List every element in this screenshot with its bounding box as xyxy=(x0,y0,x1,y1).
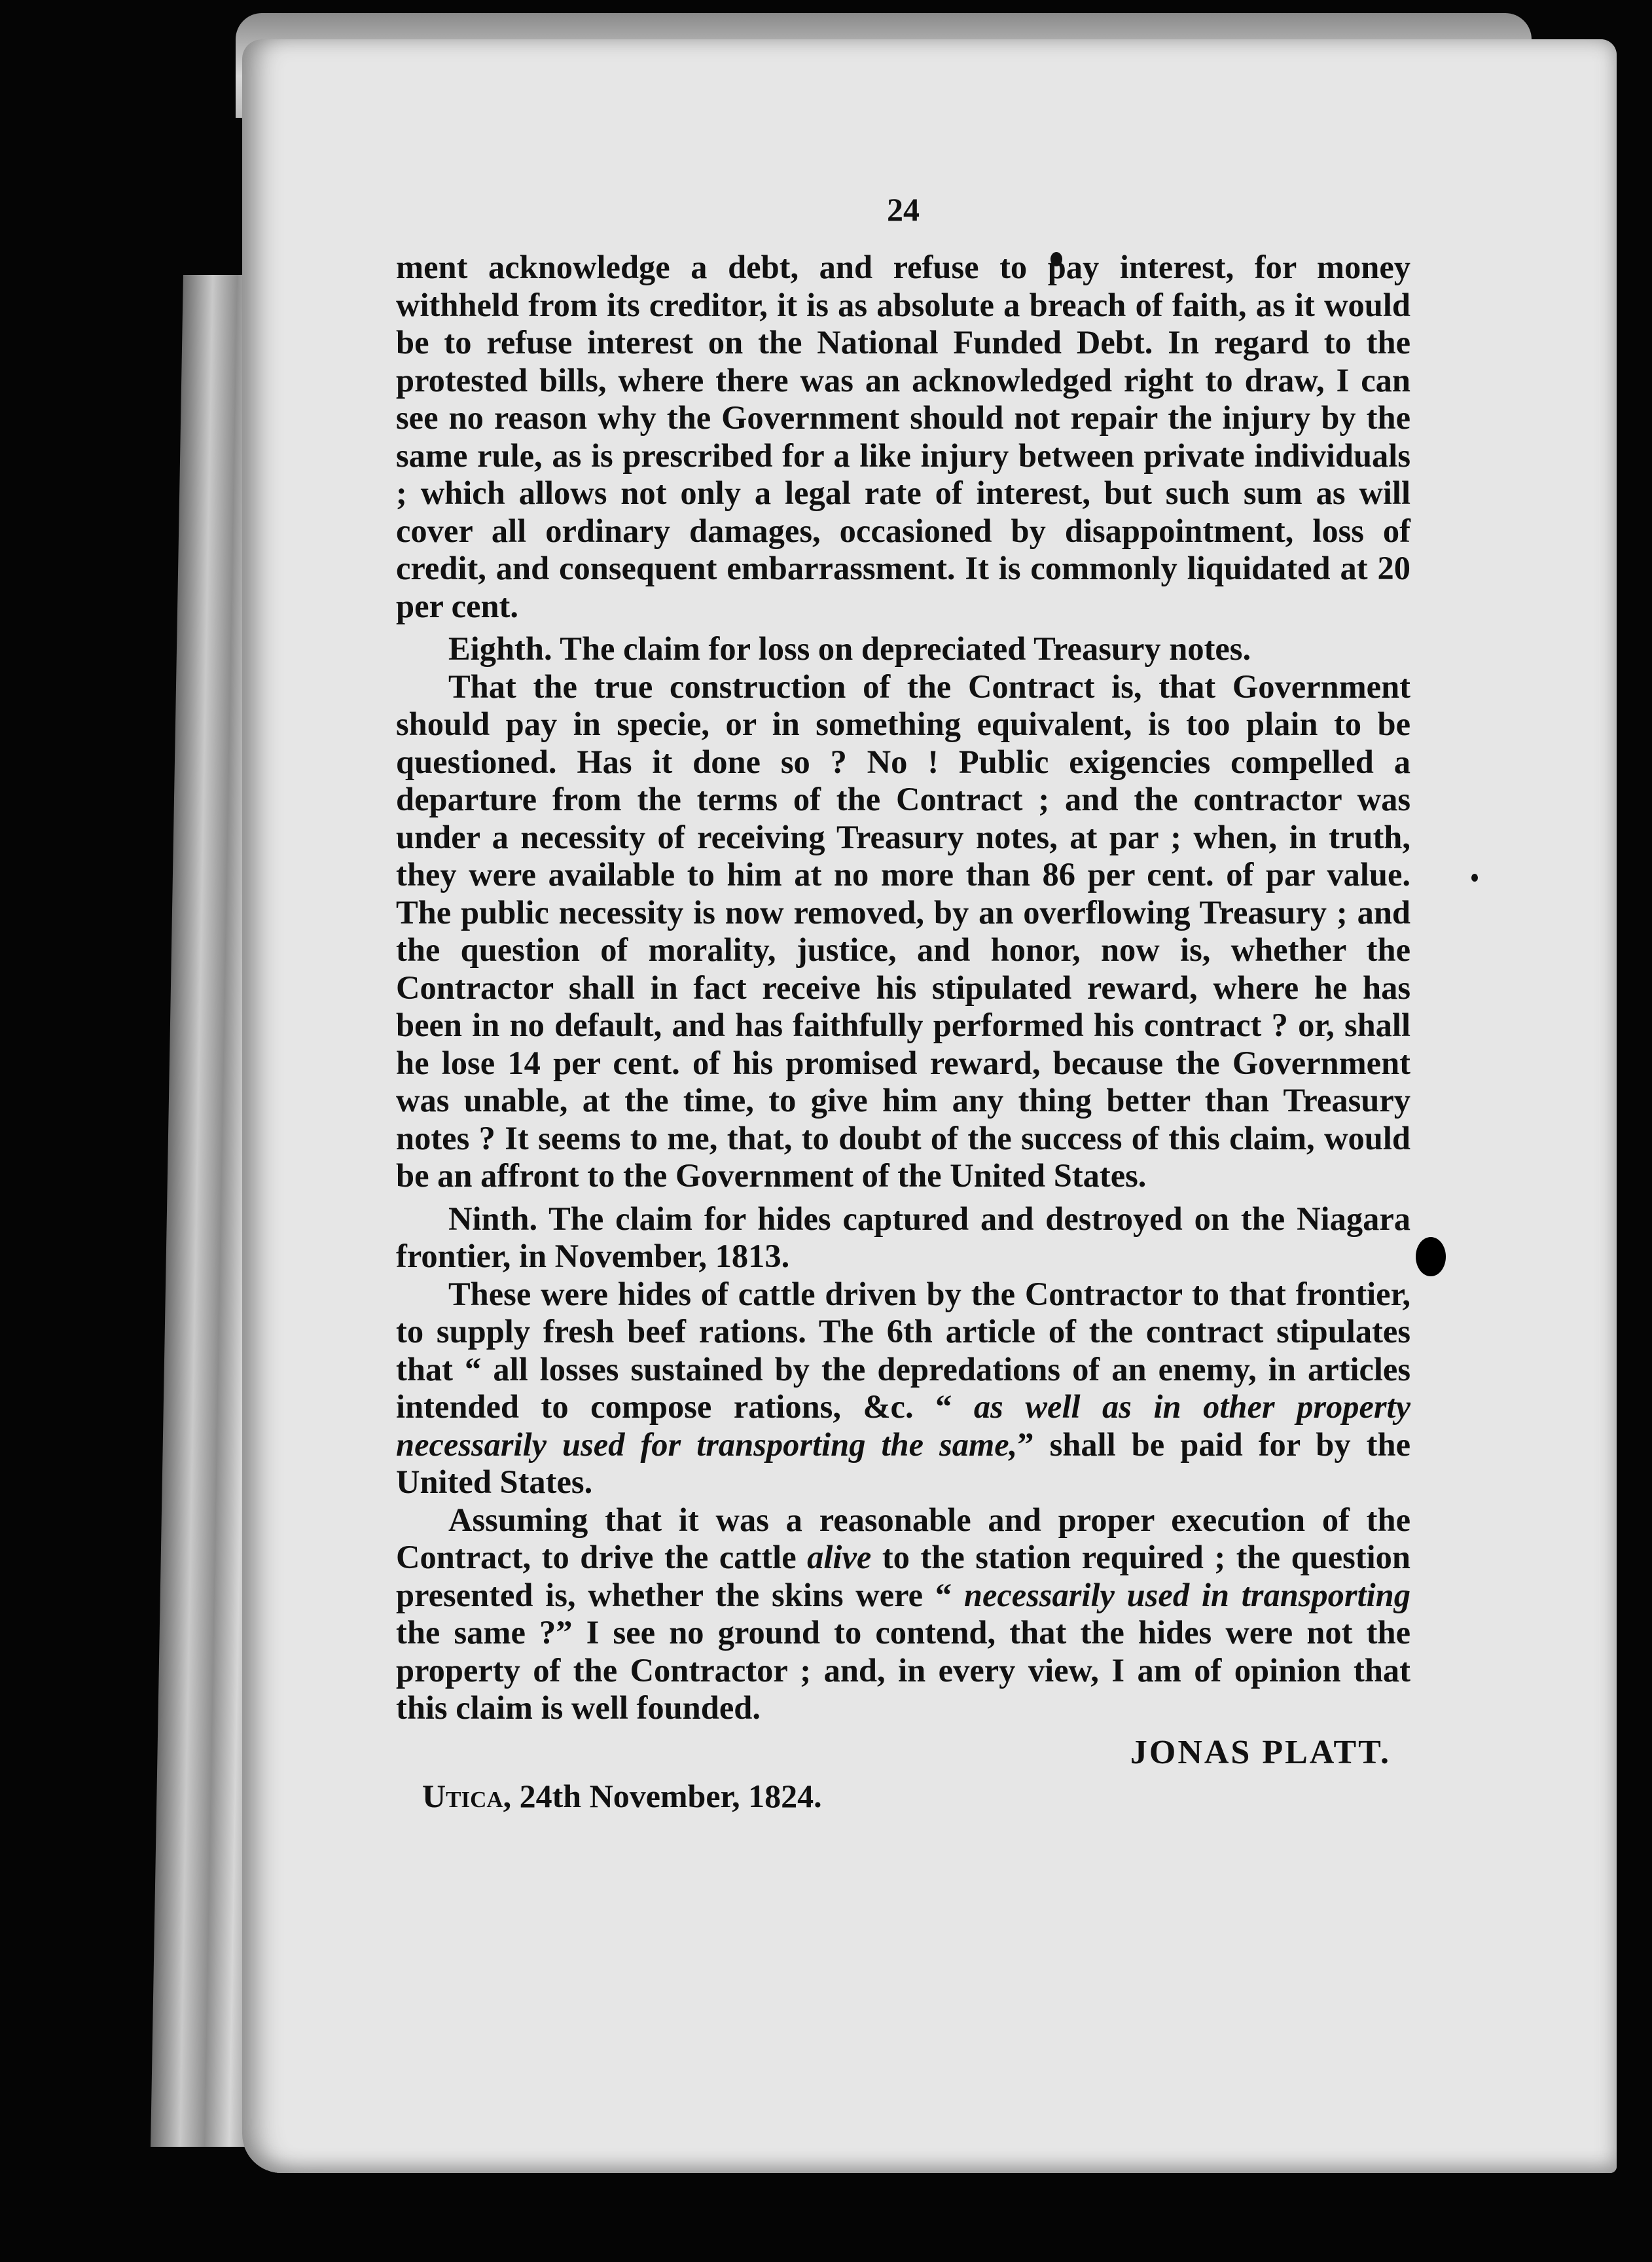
necessarily-used-italic: necessarily used in transporting xyxy=(963,1576,1410,1613)
assuming-text-3: the same ?” I see no ground to contend, that the hides were not the property of the Contractor ; and, in every view, I am of opinion that this claim is well founded. xyxy=(396,1614,1410,1726)
page-text-block xyxy=(396,187,1410,1816)
ink-blot xyxy=(1416,1237,1446,1276)
paragraph-assuming xyxy=(396,1501,1410,1727)
dateline-place: Utica, xyxy=(422,1778,512,1814)
paragraph-ninth-heading: Ninth. The claim for hides captured and destroyed on the Niagara frontier, in November, 1813. xyxy=(396,1200,1410,1274)
assuming-text: Assuming that it was a reasonable and proper execution of the Contract, to drive the cattle xyxy=(396,1501,1410,1575)
ink-spot xyxy=(1471,874,1478,882)
paragraph-hides-contract xyxy=(396,1276,1410,1501)
hides-text: These were hides of cattle driven by the Contractor to that frontier, to supply fresh beef rations. The 6th article of the contract stipulates that “ all losses sustained by the depredations of an enemy, in articles intended to compose rations, &c. “ xyxy=(396,1275,1410,1425)
hides-quote-italic: as well as in other property necessarily used for transporting the same, xyxy=(396,1388,1410,1463)
hides-text-end: ” shall be paid for by the United States. xyxy=(396,1426,1410,1500)
alive-italic: alive xyxy=(807,1539,872,1575)
dateline-date: 24th November, 1824. xyxy=(519,1778,822,1814)
dateline xyxy=(396,1778,1410,1816)
signature: JONAS PLATT. xyxy=(1130,1733,1391,1771)
paragraph-eighth-heading: Eighth. The claim for loss on depreciated Treasury notes. xyxy=(448,630,1251,667)
paragraph-interest-argument: ment acknowledge a debt, and refuse to pay interest, for money withheld from its creditor, it is as absolute a breach of faith, as it would be to refuse interest on the National Funded Debt. In regard to the protested bills, where there was an acknowledged right to draw, I can see no reason why the Government should not repair the injury by the same rule, as is prescribed for a like injury between private individuals ; which allows not only a legal rate of interest, but such sum as will cover all ordinary damages, occasioned by disappointment, loss of credit, and consequent embarrassment. It is commonly liquidated at 20 per cent. xyxy=(396,249,1410,624)
paragraph-treasury-notes: That the true construction of the Contract is, that Government should pay in specie, or in something equivalent, is too plain to be questioned. Has it done so ? No ! Public exigencies compelled a departure from the terms of the Contract ; and the contractor was under a necessity of receiving Treasury notes, at par ; when, in truth, they were available to him at no more than 86 per cent. of par value. The public necessity is now removed, by an overflowing Treasury ; and the question of morality, justice, and honor, now is, whether the Contractor shall in fact receive his stipulated reward, where he has been in no default, and has faithfully performed his contract ? or, shall he lose 14 per cent. of his promised reward, because the Government was unable, at the time, to give him any thing better than Treasury notes ? It seems to me, that, to doubt of the success of this claim, would be an affront to the Government of the United States. xyxy=(396,668,1410,1194)
assuming-text-2: to the station required ; the question presented is, whether the skins were “ xyxy=(396,1539,1410,1613)
page-number: 24 xyxy=(887,191,920,228)
